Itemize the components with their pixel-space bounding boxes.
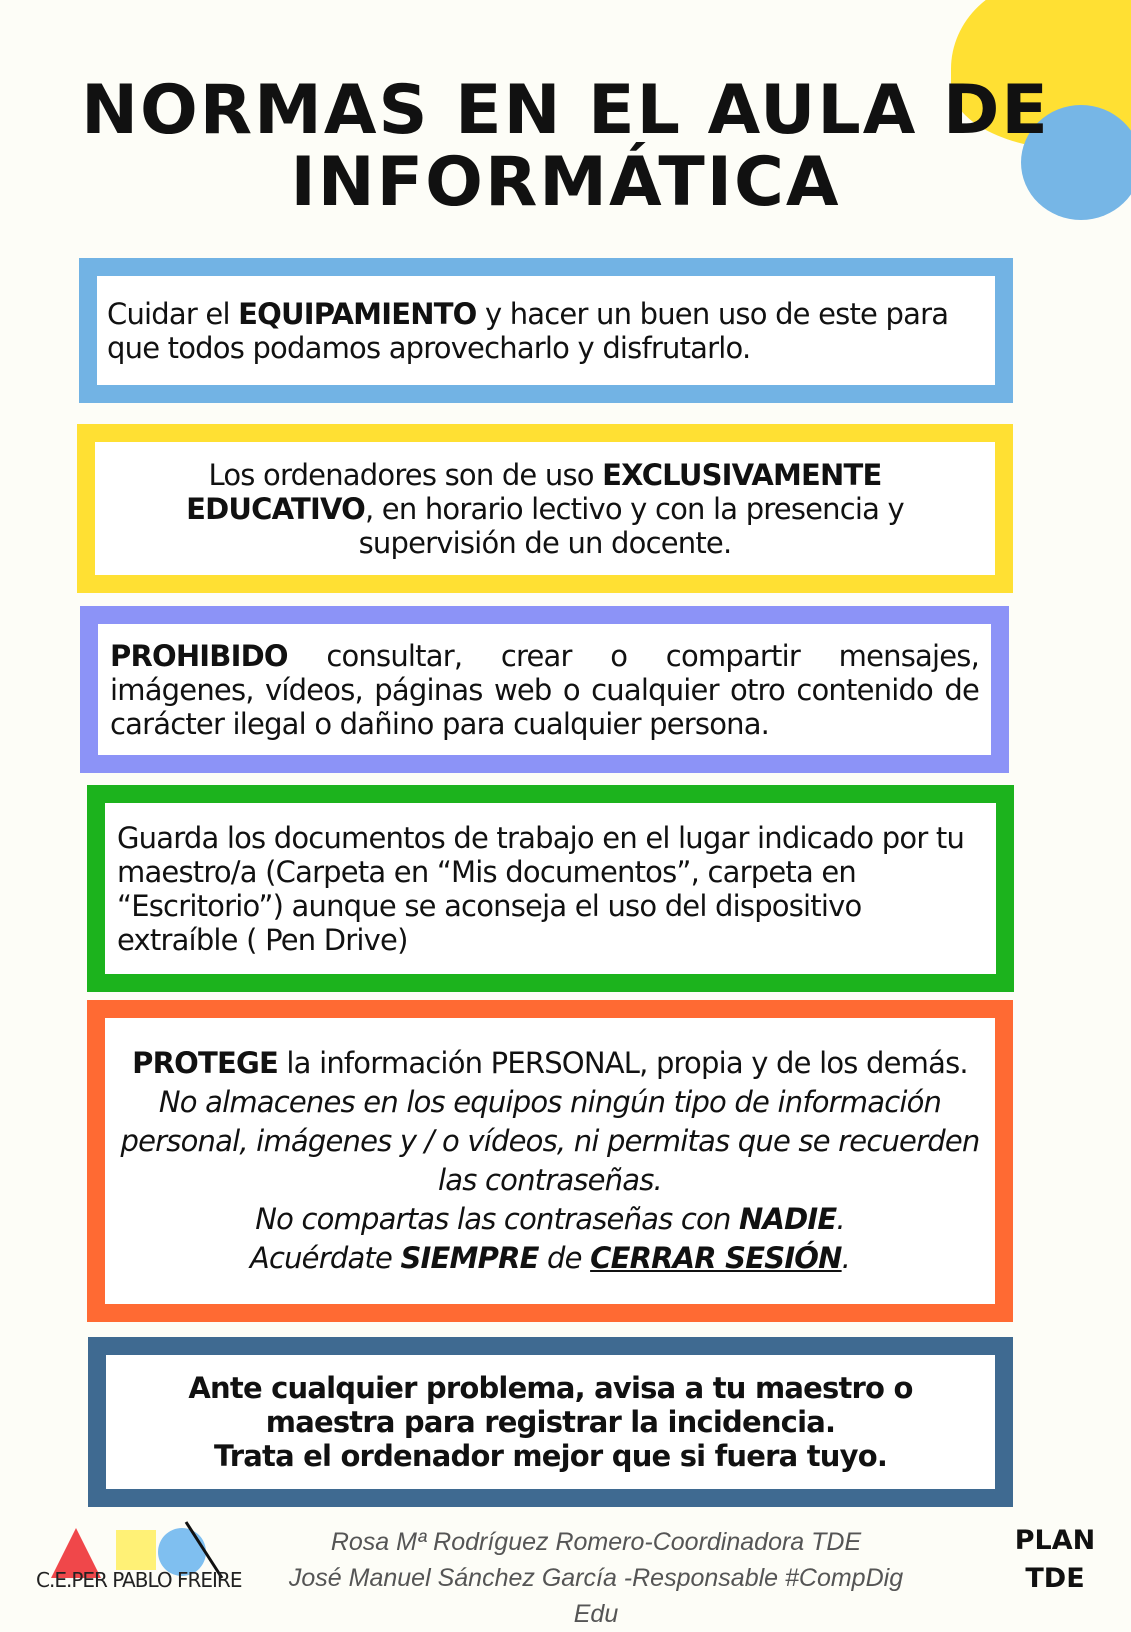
page-title [0, 71, 1131, 222]
rule-line [113, 1083, 987, 1200]
rule-educational-use [77, 424, 1013, 593]
credits [276, 1524, 916, 1632]
plan-line-2: TDE [1025, 1563, 1085, 1594]
rule-emphasis: PROTEGE [132, 1046, 278, 1080]
rule-text: Guarda los documentos de trabajo en el lugar indicado por tu maestro/a (Carpeta en “Mis documentos”, carpeta en “Escritorio”) aunque se aconseja el uso del dispositivo extraíble ( Pen Drive) [117, 820, 965, 957]
rule-text-part: Cuidar el [107, 296, 239, 331]
rule-emphasis: EXCLUSIVAMENTE EDUCATIVO [186, 457, 882, 526]
title-line-1: NORMAS EN EL AULA DE [81, 71, 1050, 150]
rule-text [113, 1044, 987, 1278]
rule-italic: No almacenes en los equipos ningún tipo de información personal, imágenes y / o vídeos, ni permitas que se recuerden las contraseñas. [120, 1085, 980, 1197]
logo-square [116, 1530, 156, 1570]
rule-italic: Acuérdate [249, 1241, 401, 1275]
rule-line [113, 1200, 987, 1239]
rule-emphasis: PROHIBIDO [110, 638, 288, 673]
rule-prohibited [80, 606, 1009, 773]
rule-text [146, 1371, 955, 1473]
rule-text [107, 297, 985, 365]
title-line-2: INFORMÁTICA [290, 143, 841, 222]
rule-italic: de [538, 1241, 591, 1275]
rule-save-documents [87, 785, 1014, 992]
school-name: C.E.PER PABLO FREIRE [36, 1568, 242, 1592]
rule-line: Ante cualquier problema, avisa a tu maestro o maestra para registrar la incidencia. [188, 1371, 913, 1439]
rule-underlined: CERRAR SESIÓN [590, 1241, 842, 1275]
credit-line-2: José Manuel Sánchez García -Responsable #CompDig Edu [288, 1564, 904, 1628]
rule-italic: No compartas las contraseñas con [255, 1202, 739, 1236]
rule-report-problem [88, 1337, 1013, 1507]
rule-text [110, 639, 979, 741]
rule-emphasis: EQUIPAMIENTO [238, 296, 477, 331]
rule-text-part: , en horario lectivo y con la presencia y supervisión de un docente. [358, 491, 904, 560]
rule-emphasis: SIEMPRE [400, 1241, 539, 1275]
rule-text [135, 458, 955, 560]
rule-line [113, 1239, 987, 1278]
rule-italic: . [836, 1202, 845, 1236]
rule-text-part: Los ordenadores son de uso [208, 457, 603, 492]
rule-text-part: y hacer un buen uso de este para que todos podamos aprovecharlo y disfrutarlo. [107, 296, 949, 365]
plan-tde-label [1005, 1522, 1105, 1598]
rule-italic: . [841, 1241, 851, 1275]
plan-line-1: PLAN [1014, 1525, 1096, 1556]
rule-emphasis: NADIE [738, 1202, 837, 1236]
rule-equipment [79, 258, 1013, 403]
rule-text-part: la información PERSONAL, propia y de los demás. [278, 1046, 968, 1080]
rule-line [113, 1044, 987, 1083]
rule-line: Trata el ordenador mejor que si fuera tuyo. [213, 1439, 888, 1473]
rule-protect-info [87, 1000, 1013, 1322]
rule-text-part: consultar, crear o compartir mensajes, imágenes, vídeos, páginas web o cualquier otro contenido de carácter ilegal o dañino para cualquier persona. [110, 638, 979, 741]
credit-line-1: Rosa Mª Rodríguez Romero-Coordinadora TDE [330, 1528, 862, 1556]
